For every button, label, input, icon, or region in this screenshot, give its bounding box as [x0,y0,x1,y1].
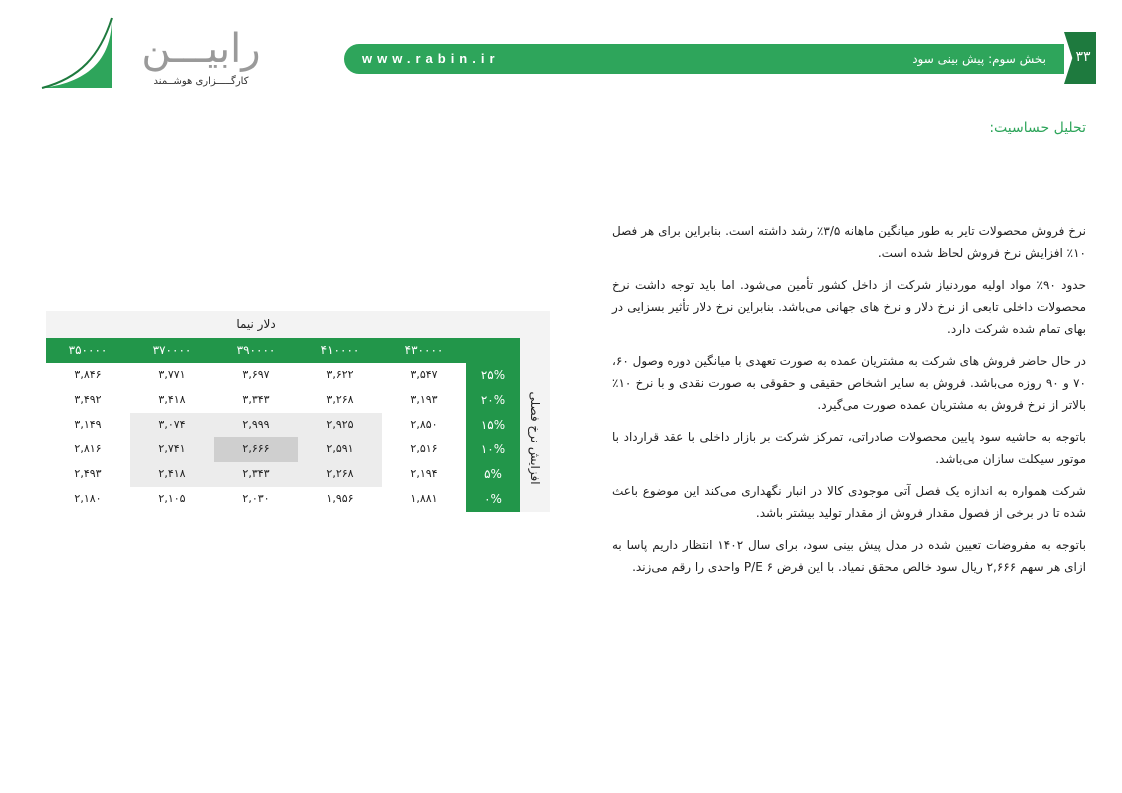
row-header: ۰% [484,492,502,506]
dollar-rate-label: دلار نیما [236,317,276,331]
table-cell: ۲,۳۴۳ [214,462,298,487]
row-header: ۱۰% [480,442,506,457]
table-cell: ۳,۵۴۷ [382,363,466,388]
table-cell: ۱,۹۵۶ [298,487,382,512]
base-case-cell: ۲,۶۶۶ [214,437,298,462]
table-cell: ۳,۳۴۳ [214,388,298,413]
row-header: ۵% [484,467,502,482]
table-cell: ۲,۴۱۸ [130,462,214,487]
table-cell: ۳,۱۴۹ [46,413,130,438]
table-cell: ۲,۸۵۰ [382,413,466,438]
table-cell: ۳,۲۶۸ [298,388,382,413]
table-cell: ۳,۰۷۴ [130,413,214,438]
website-link[interactable]: www.rabin.ir [362,51,500,66]
table-cell: ۲,۸۱۶ [46,437,130,462]
rate-increase-label: افزایش نرخ فصلی [528,390,542,485]
table-cell: ۲,۵۱۶ [382,437,466,462]
side-label [520,363,550,512]
paragraph: باتوجه به مفروضات تعیین شده در مدل پیش بینی سود، برای سال ۱۴۰۲ انتظار داریم پاسا به ازای هر سهم ۲,۶۶۶ ریال سود خالص محقق نمیاد. با این فرض P/E ۶ واحدی را رقم می‌زند. [612,538,1086,574]
table-cell: ۲,۱۸۰ [46,487,130,512]
table-cell: ۳,۴۱۸ [130,388,214,413]
section-title: تحلیل حساسیت: [989,120,1086,136]
paragraph: در حال حاضر فروش های شرکت به مشتریان عمده به صورت تعهدی با میانگین دوره وصول ۶۰، ۷۰ و ۹۰ روزه می‌باشد. فروش به سایر اشخاص حقیقی و حقوقی به صورت نقدی و با نرخ ۱۰٪ بالاتر از نرخ فروش به مشتریان عمده صورت می‌گیرد. [612,354,1086,412]
table-header-row [46,338,520,363]
row-header: ۲۰% [480,392,506,407]
table-cell: ۳,۴۹۲ [46,388,130,413]
table-cell: ۳,۱۹۳ [382,388,466,413]
page-number: ۳۳ [1075,49,1091,65]
logo-leaf-icon [40,16,116,92]
table-cell: ۲,۹۲۵ [298,413,382,438]
table-cell: ۲,۲۶۸ [298,462,382,487]
table-cell: ۲,۱۹۴ [382,462,466,487]
row-header: ۲۵% [480,368,506,382]
column-header: ۳۹۰۰۰۰ [236,343,276,357]
paragraph: حدود ۹۰٪ مواد اولیه موردنیاز شرکت از داخل کشور تأمین می‌شود. اما باید توجه داشت نرخ محصولات داخلی تابعی از نرخ دلار و نرخ های جهانی می‌باشد. بنابراین نرخ دلار تأثیر بسزایی در بهای تمام شده شرکت دارد. [612,278,1086,336]
paragraph: نرخ فروش محصولات تایر به طور میانگین ماهانه ۳/۵٪ رشد داشته است. بنابراین برای هر فصل ۱۰٪ افزایش نرخ فروش لحاظ شده است. [612,224,1086,260]
body-text [612,220,1086,588]
row-header: ۱۵% [480,417,506,432]
header-bar [344,44,1064,74]
table-cell: ۲,۵۹۱ [298,437,382,462]
logo-tagline: کارگـــــزاری هوشــمند [153,76,249,87]
paragraph: باتوجه به حاشیه سود پایین محصولات صادراتی، تمرکز شرکت بر بازار داخلی با عقد قرارداد با موتور سیکلت سازان می‌باشد. [612,430,1086,466]
table-cell: ۱,۸۸۱ [382,487,466,512]
section-heading: بخش سوم: پیش بینی سود [912,52,1046,66]
table-cell: ۲,۰۳۰ [214,487,298,512]
logo-name: رابیـــن [141,26,261,72]
table-cell: ۳,۶۹۷ [214,363,298,388]
table-cell: ۲,۷۴۱ [130,437,214,462]
table-cell: ۳,۸۴۶ [46,363,130,388]
table-cell: ۲,۱۰۵ [130,487,214,512]
sensitivity-table [46,311,550,512]
table-cell: ۲,۹۹۹ [214,413,298,438]
rabin-logo [40,16,270,92]
column-header: ۳۵۰۰۰۰ [68,343,108,357]
table-cell: ۳,۶۲۲ [298,363,382,388]
table-cell: ۳,۷۷۱ [130,363,214,388]
column-header: ۴۱۰۰۰۰ [320,343,360,357]
column-header: ۴۳۰۰۰۰ [404,343,444,357]
column-header: ۳۷۰۰۰۰ [152,343,192,357]
paragraph: شرکت همواره به اندازه یک فصل آتی موجودی کالا در انبار نگهداری می‌کند این موضوع باعث شده تا در برخی از فصول مقدار فروش از مقدار تولید بیشتر باشد. [612,484,1086,520]
table-cell: ۲,۴۹۳ [46,462,130,487]
